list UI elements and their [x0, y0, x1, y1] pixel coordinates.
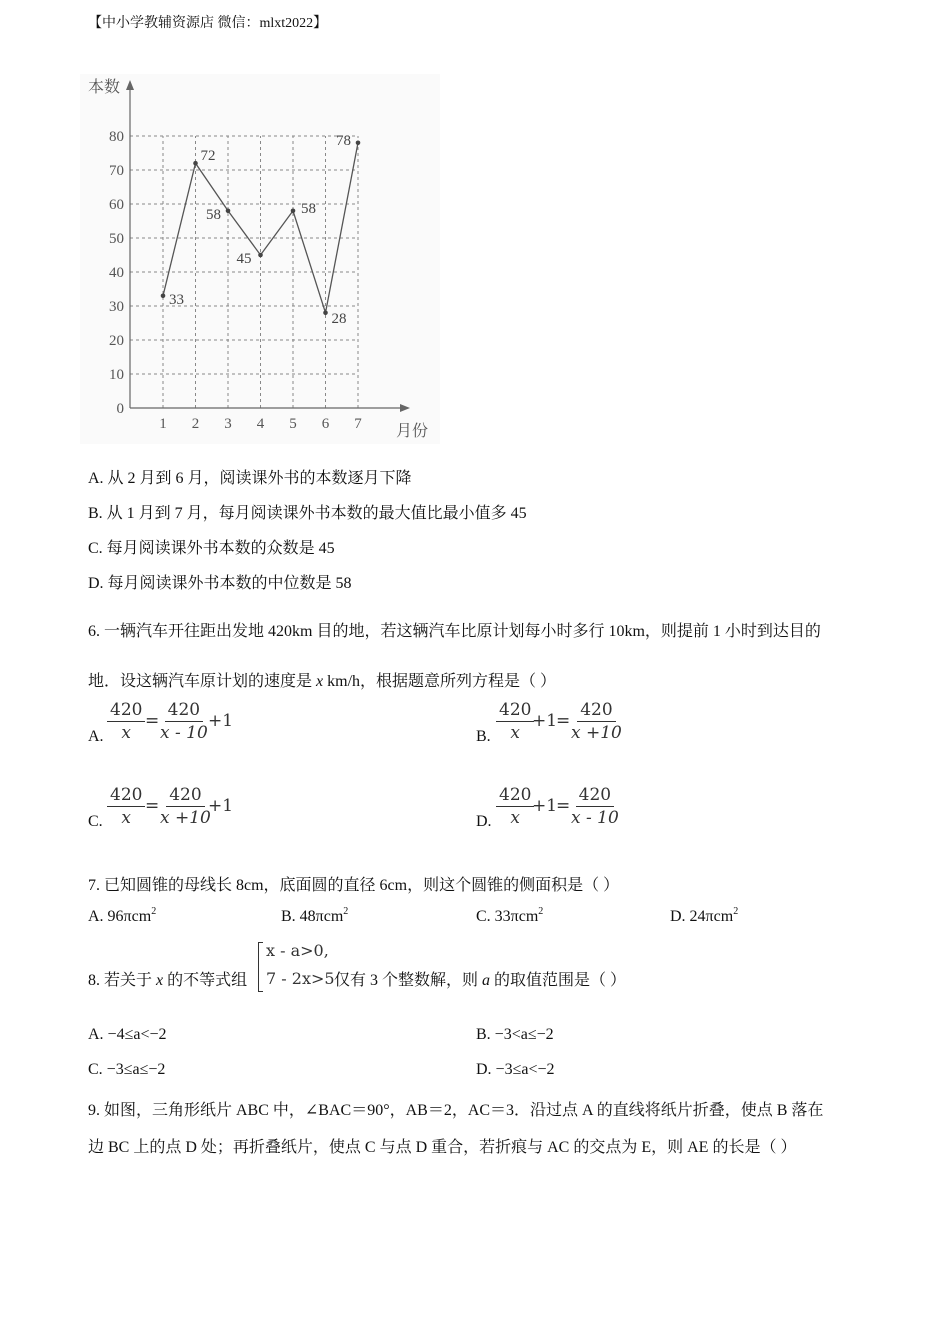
q8-var-x: x	[156, 972, 164, 989]
q6b-frac-right	[571, 699, 622, 744]
numerator: 420	[576, 784, 614, 807]
q6-label-a: A.	[88, 728, 104, 745]
y-tick-label: 20	[109, 333, 124, 349]
x-tick-label: 4	[256, 416, 265, 432]
data-label: 58	[206, 206, 221, 223]
q6b-frac-left	[496, 699, 534, 744]
denominator: x	[510, 808, 521, 828]
q6c-frac-left	[107, 784, 145, 829]
data-point	[193, 161, 198, 166]
y-tick-label: 50	[109, 231, 124, 247]
denominator: x +10	[571, 723, 622, 743]
q8-stem-start	[88, 967, 247, 990]
q7-stem: 7. 已知圆锥的母线长 8cm，底面圆的直径 6cm，则这个圆锥的侧面积是（ ）	[88, 877, 620, 894]
q5-option-d: D. 每月阅读课外书本数的中位数是 58	[88, 575, 352, 592]
data-point	[356, 141, 361, 146]
q6c-plus-one: +1	[208, 796, 234, 816]
superscript: 2	[538, 906, 544, 917]
q8-inequality-1: x - a>0,	[266, 941, 329, 960]
q5-option-c: C. 每月阅读课外书本数的众数是 45	[88, 540, 335, 557]
q6a-plus-one: +1	[208, 711, 234, 731]
q6-stem-line2	[88, 668, 556, 691]
data-point	[226, 209, 231, 214]
denominator: x	[121, 723, 132, 743]
q7-option-a-text: A. 96πcm	[88, 908, 152, 925]
q8-option-c: C. −3≤a≤−2	[88, 1061, 166, 1078]
y-tick-labels	[109, 129, 124, 417]
y-tick-label: 0	[116, 401, 124, 417]
q7-option-c	[476, 906, 543, 926]
data-label: 28	[331, 310, 347, 327]
denominator: x - 10	[160, 723, 208, 743]
x-tick-label: 6	[321, 416, 330, 432]
data-label: 58	[301, 200, 316, 217]
system-brace	[258, 942, 263, 992]
q8-option-a: A. −4≤a<−2	[88, 1026, 167, 1043]
superscript: 2	[343, 906, 349, 917]
q8-option-b: B. −3<a≤−2	[476, 1026, 554, 1043]
q8-option-d: D. −3≤a<−2	[476, 1061, 555, 1078]
x-tick-label: 2	[191, 416, 200, 432]
q6-var-x: x	[316, 673, 324, 690]
q6a-frac-left	[107, 699, 145, 744]
q6-stem-line1: 6. 一辆汽车开往距出发地 420km 目的地，若这辆汽车比原计划每小时多行 10km，则提前 1 小时到达目的	[88, 623, 821, 640]
q7-option-d-text: D. 24πcm	[670, 908, 734, 925]
q6a-equals: =	[145, 711, 160, 731]
q6-label-d: D.	[476, 813, 492, 830]
numerator: 420	[107, 784, 145, 807]
q8-inequality-2: 7 - 2x>5	[266, 969, 335, 988]
q8-text: 8. 若关于	[88, 972, 157, 989]
numerator: 420	[166, 784, 204, 807]
q6-label-c: C.	[88, 813, 103, 830]
q7-option-d	[670, 906, 738, 926]
y-tick-label: 30	[109, 299, 124, 315]
data-label: 72	[200, 148, 216, 165]
q6c-equals: =	[145, 796, 160, 816]
q6d-frac-left	[496, 784, 534, 829]
x-axis-label: 月份	[396, 423, 429, 440]
y-tick-label: 40	[109, 265, 124, 281]
x-tick-label: 1	[159, 416, 167, 432]
q9-stem-line1: 9. 如图，三角形纸片 ABC 中，∠BAC＝90°，AB＝2，AC＝3．沿过点 A 的直线将纸片折叠，使点 B 落在	[88, 1102, 824, 1119]
data-point	[258, 253, 263, 258]
denominator: x	[121, 808, 132, 828]
numerator: 420	[496, 784, 534, 807]
data-label: 33	[169, 291, 184, 308]
x-tick-label: 5	[289, 416, 297, 432]
q7-option-b	[281, 906, 348, 926]
data-label: 45	[236, 251, 252, 267]
q6c-frac-right	[160, 784, 211, 829]
denominator: x +10	[160, 808, 211, 828]
y-axis-label: 本数	[88, 79, 121, 96]
q6b-equals: =	[556, 711, 571, 731]
q5-option-a: A. 从 2 月到 6 月，阅读课外书的本数逐月下降	[88, 470, 412, 487]
y-tick-label: 60	[109, 197, 124, 213]
superscript: 2	[733, 906, 739, 917]
data-point	[291, 209, 296, 214]
q8-text: 的取值范围是（ ）	[490, 972, 627, 989]
q8-text: 仅有 3 个整数解，则	[334, 972, 483, 989]
q6b-plus-one: +1	[532, 711, 558, 731]
y-tick-label: 10	[109, 367, 124, 383]
page-header: 【中小学教辅资源店 微信：mlxt2022】	[88, 16, 328, 31]
denominator: x	[510, 723, 521, 743]
q8-text: 的不等式组	[163, 972, 248, 989]
denominator: x - 10	[571, 808, 619, 828]
line-chart	[80, 74, 440, 444]
q9-stem-line2: 边 BC 上的点 D 处；再折叠纸片，使点 C 与点 D 重合，若折痕与 AC 的交点为 E，则 AE 的长是（ ）	[88, 1139, 797, 1156]
q8-var-a: a	[482, 972, 491, 989]
q6d-equals: =	[556, 796, 571, 816]
numerator: 420	[165, 699, 203, 722]
q6-stem-text-end: km/h，根据题意所列方程是（ ）	[323, 673, 557, 690]
numerator: 420	[107, 699, 145, 722]
y-tick-label: 80	[109, 129, 124, 145]
q6d-frac-right	[571, 784, 619, 829]
superscript: 2	[151, 906, 157, 917]
q7-option-b-text: B. 48πcm	[281, 908, 344, 925]
numerator: 420	[577, 699, 615, 722]
data-point	[161, 294, 166, 299]
data-label: 78	[336, 132, 351, 149]
q8-stem-end	[334, 967, 626, 990]
q6a-frac-right	[160, 699, 208, 744]
q5-option-b: B. 从 1 月到 7 月，每月阅读课外书本数的最大值比最小值多 45	[88, 505, 527, 522]
q6d-plus-one: +1	[532, 796, 558, 816]
x-tick-label: 3	[224, 416, 232, 432]
numerator: 420	[496, 699, 534, 722]
q7-option-c-text: C. 33πcm	[476, 908, 539, 925]
q6-stem-text: 地．设这辆汽车原计划的速度是	[88, 673, 317, 690]
data-point	[323, 311, 328, 316]
x-tick-label: 7	[354, 416, 362, 432]
q7-option-a	[88, 906, 156, 926]
q6-label-b: B.	[476, 728, 491, 745]
y-tick-label: 70	[109, 163, 124, 179]
